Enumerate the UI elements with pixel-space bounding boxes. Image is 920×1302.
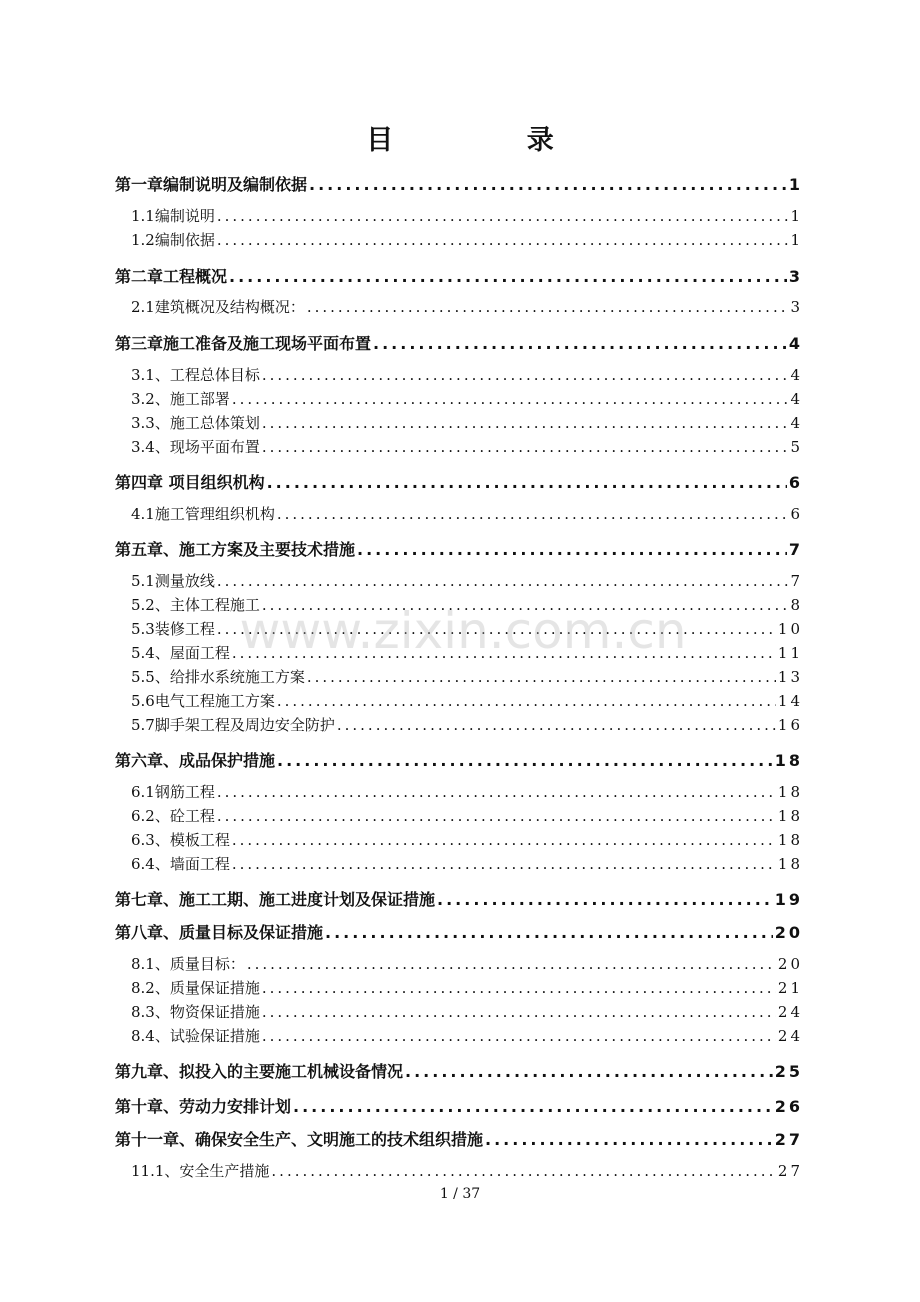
toc-chapter-entry[interactable] [115,887,803,911]
toc-entry-page: 18 [774,751,803,770]
toc-entry-label: 第九章、拟投入的主要施工机械设备情况 [115,1062,404,1081]
toc-entry-page: 24 [777,1003,803,1021]
toc-entry-page: 1 [790,207,803,225]
toc-dot-leader [277,751,773,770]
toc-entry-page: 4 [788,334,803,353]
toc-section-entry[interactable] [115,436,803,458]
toc-chapter-entry[interactable] [115,172,803,196]
toc-entry-label: 5.7脚手架工程及周边安全防护 [131,716,335,734]
toc-dot-leader [357,540,787,559]
toc-entry-page: 5 [790,438,803,456]
toc-chapter-entry[interactable] [115,1127,803,1151]
toc-entry-page: 4 [790,390,803,408]
toc-entry-label: 8.4、试验保证措施 [131,1027,260,1045]
toc-chapter-entry[interactable] [115,1059,803,1083]
toc-dot-leader [437,890,773,909]
toc-entry-page: 25 [774,1062,803,1081]
toc-entry-label: 第七章、施工工期、施工进度计划及保证措施 [115,890,436,909]
toc-dot-leader [232,855,776,873]
toc-entry-label: 3.3、施工总体策划 [131,414,260,432]
toc-dot-leader [373,334,787,353]
toc-section-entry[interactable] [115,714,803,736]
toc-section-entry[interactable] [115,1001,803,1023]
toc-dot-leader [262,414,789,432]
toc-chapter-entry[interactable] [115,331,803,355]
toc-entry-label: 5.1测量放线 [131,572,215,590]
toc-dot-leader [217,207,789,225]
toc-chapter-entry[interactable] [115,748,803,772]
toc-section-entry[interactable] [115,296,803,318]
toc-entry-page: 24 [777,1027,803,1045]
toc-dot-leader [277,505,789,523]
toc-entry-label: 第八章、质量目标及保证措施 [115,923,324,942]
toc-entry-label: 4.1施工管理组织机构 [131,505,275,523]
toc-entry-label: 1.1编制说明 [131,207,215,225]
toc-entry-page: 10 [777,620,803,638]
toc-dot-leader [307,668,776,686]
toc-section-entry[interactable] [115,364,803,386]
toc-entry-label: 第二章工程概况 [115,267,228,286]
toc-entry-label: 6.3、模板工程 [131,831,230,849]
toc-entry-label: 8.1、质量目标： [131,955,245,973]
toc-section-entry[interactable] [115,690,803,712]
toc-entry-page: 18 [777,807,803,825]
toc-entry-label: 3.1、工程总体目标 [131,366,260,384]
toc-section-entry[interactable] [115,594,803,616]
toc-entry-label: 5.2、主体工程施工 [131,596,260,614]
toc-entry-label: 6.2、砼工程 [131,807,215,825]
toc-dot-leader [262,1027,776,1045]
toc-dot-leader [485,1130,773,1149]
toc-entry-label: 3.2、施工部署 [131,390,230,408]
toc-entry-page: 18 [777,855,803,873]
toc-entry-label: 第十章、劳动力安排计划 [115,1097,292,1116]
toc-dot-leader [307,298,789,316]
toc-entry-page: 20 [774,923,803,942]
toc-dot-leader [232,644,776,662]
toc-entry-page: 18 [777,783,803,801]
toc-section-entry[interactable] [115,229,803,251]
toc-section-entry[interactable] [115,953,803,975]
toc-entry-page: 11 [777,644,803,662]
toc-dot-leader [262,366,789,384]
toc-dot-leader [337,716,776,734]
toc-section-entry[interactable] [115,412,803,434]
toc-entry-label: 8.3、物资保证措施 [131,1003,260,1021]
toc-section-entry[interactable] [115,388,803,410]
toc-entry-page: 8 [790,596,803,614]
toc-dot-leader [271,1162,776,1180]
toc-section-entry[interactable] [115,1025,803,1047]
toc-chapter-entry[interactable] [115,264,803,288]
toc-entry-page: 27 [774,1130,803,1149]
toc-entry-page: 18 [777,831,803,849]
toc-entry-page: 6 [790,505,803,523]
toc-section-entry[interactable] [115,853,803,875]
toc-section-entry[interactable] [115,570,803,592]
toc-entry-page: 27 [777,1162,803,1180]
toc-entry-page: 21 [777,979,803,997]
toc-entry-page: 3 [788,267,803,286]
toc-entry-label: 5.4、屋面工程 [131,644,230,662]
toc-chapter-entry[interactable] [115,537,803,561]
toc-dot-leader [293,1097,773,1116]
toc-entry-label: 第三章施工准备及施工现场平面布置 [115,334,372,353]
toc-entry-label: 6.4、墙面工程 [131,855,230,873]
toc-entry-page: 4 [790,414,803,432]
toc-entry-page: 3 [790,298,803,316]
toc-entry-label: 11.1、安全生产措施 [131,1162,270,1180]
toc-entry-label: 8.2、质量保证措施 [131,979,260,997]
toc-dot-leader [309,175,787,194]
toc-entry-label: 第六章、成品保护措施 [115,751,276,770]
toc-entry-label: 第一章编制说明及编制依据 [115,175,308,194]
toc-entry-page: 4 [790,366,803,384]
toc-entry-label: 5.3装修工程 [131,620,215,638]
toc-entry-label: 3.4、现场平面布置 [131,438,260,456]
toc-entry-label: 1.2编制依据 [131,231,215,249]
page-number-footer: 1 / 37 [439,1186,481,1202]
toc-dot-leader [325,923,773,942]
watermark: www.zixin.com.cn [239,602,687,660]
page-title: 目 录 [366,125,616,156]
toc-dot-leader [405,1062,773,1081]
toc-dot-leader [262,979,776,997]
toc-dot-leader [262,596,789,614]
toc-entry-label: 第五章、施工方案及主要技术措施 [115,540,356,559]
toc-entry-label: 5.5、给排水系统施工方案 [131,668,305,686]
toc-section-entry[interactable] [115,666,803,688]
toc-dot-leader [232,390,789,408]
toc-entry-page: 1 [790,231,803,249]
toc-section-entry[interactable] [115,205,803,227]
toc-entry-page: 1 [788,175,803,194]
toc-dot-leader [277,692,776,710]
toc-dot-leader [262,438,789,456]
toc-section-entry[interactable] [115,805,803,827]
toc-dot-leader [217,620,776,638]
toc-dot-leader [267,473,787,492]
toc-entry-page: 19 [774,890,803,909]
toc-dot-leader [262,1003,776,1021]
toc-dot-leader [217,783,776,801]
toc-dot-leader [229,267,787,286]
toc-entry-label: 第十一章、确保安全生产、文明施工的技术组织措施 [115,1130,484,1149]
toc-chapter-entry[interactable] [115,920,803,944]
toc-entry-label: 6.1钢筋工程 [131,783,215,801]
toc-section-entry[interactable] [115,618,803,640]
toc-section-entry[interactable] [115,977,803,999]
toc-entry-label: 第四章 项目组织机构 [115,473,265,492]
toc-entry-page: 7 [790,572,803,590]
toc-section-entry[interactable] [115,829,803,851]
toc-entry-page: 20 [777,955,803,973]
toc-entry-label: 5.6电气工程施工方案 [131,692,275,710]
toc-entry-page: 7 [788,540,803,559]
toc-section-entry[interactable] [115,642,803,664]
toc-section-entry[interactable] [115,1160,803,1182]
toc-dot-leader [217,807,776,825]
toc-chapter-entry[interactable] [115,470,803,494]
toc-dot-leader [217,572,789,590]
toc-chapter-entry[interactable] [115,1094,803,1118]
toc-entry-page: 13 [777,668,803,686]
toc-entry-page: 16 [777,716,803,734]
toc-dot-leader [247,955,776,973]
toc-entry-page: 14 [777,692,803,710]
toc-section-entry[interactable] [115,781,803,803]
toc-entry-page: 26 [774,1097,803,1116]
toc-dot-leader [232,831,776,849]
toc-dot-leader [217,231,789,249]
toc-section-entry[interactable] [115,503,803,525]
toc-entry-page: 6 [788,473,803,492]
toc-entry-label: 2.1建筑概况及结构概况： [131,298,305,316]
